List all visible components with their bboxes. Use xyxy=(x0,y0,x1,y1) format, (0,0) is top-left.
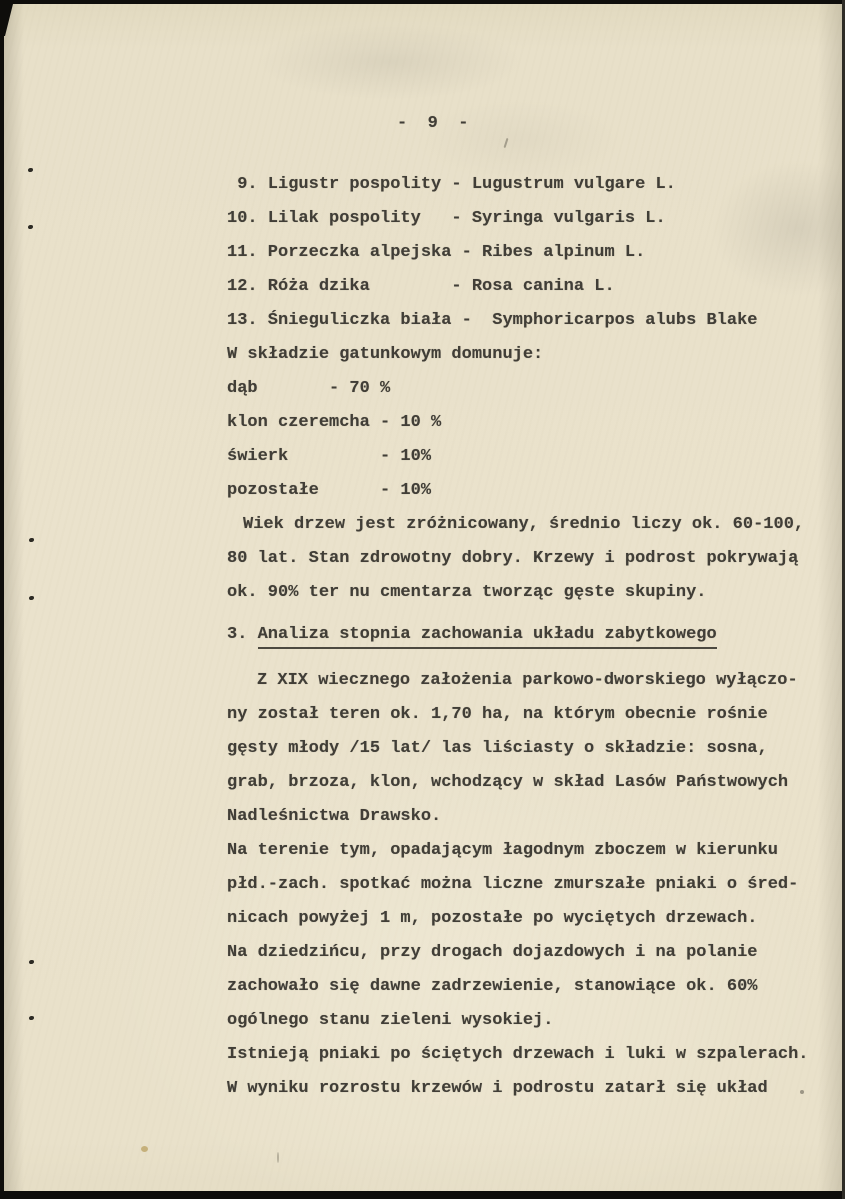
text-line: 13. Śnieguliczka biała - Symphoricarpos alubs Blake xyxy=(227,311,758,330)
margin-dot xyxy=(29,538,34,542)
text-line: 12. Róża dzika - Rosa canina L. xyxy=(227,277,615,296)
text-line: 80 lat. Stan zdrowotny dobry. Krzewy i podrost pokrywają xyxy=(227,549,799,568)
text-line: ny został teren ok. 1,70 ha, na którym obecnie rośnie xyxy=(227,705,768,724)
text-line: Wiek drzew jest zróżnicowany, średnio liczy ok. 60-100, xyxy=(243,515,805,534)
text-line: nicach powyżej 1 m, pozostałe po wyciętych drzewach. xyxy=(227,909,758,928)
paper-speck xyxy=(141,1146,148,1152)
scan-edge-top xyxy=(0,0,845,4)
text-line: świerk - 10% xyxy=(227,447,432,466)
margin-dot xyxy=(29,1016,34,1020)
text-line: ogólnego stanu zieleni wysokiej. xyxy=(227,1011,554,1030)
text-line: Istnieją pniaki po ściętych drzewach i luki w szpalerach. xyxy=(227,1045,809,1064)
scan-edge-bottom xyxy=(0,1191,845,1199)
text-line: Nadleśnictwa Drawsko. xyxy=(227,807,442,826)
text-line: pozostałe - 10% xyxy=(227,481,432,500)
text-line: grab, brzoza, klon, wchodzący w skład Lasów Państwowych xyxy=(227,773,789,792)
margin-dot xyxy=(29,960,34,964)
margin-dot xyxy=(29,596,34,600)
text-line: 11. Porzeczka alpejska - Ribes alpinum L. xyxy=(227,243,646,262)
text-line: Na dziedzińcu, przy drogach dojazdowych i na polanie xyxy=(227,943,758,962)
left-scan-shadow xyxy=(4,0,24,1199)
text-line: klon czeremcha - 10 % xyxy=(227,413,442,432)
text-line: płd.-zach. spotkać można liczne zmurszałe pniaki o śred- xyxy=(227,875,799,894)
page-number: - 9 - xyxy=(397,114,469,133)
text-line: dąb - 70 % xyxy=(227,379,391,398)
document-text xyxy=(227,168,809,1106)
text-line: Z XIX wiecznego założenia parkowo-dworskiego wyłączo- xyxy=(257,671,798,690)
faint-slash-mark xyxy=(504,138,509,148)
text-line: 10. Lilak pospolity - Syringa vulgaris L. xyxy=(227,209,666,228)
section-heading: 3. Analiza stopnia zachowania układu zabytkowego xyxy=(227,618,809,652)
text-line: ok. 90% ter nu cmentarza tworząc gęste skupiny. xyxy=(227,583,707,602)
text-line: 9. Ligustr pospolity - Lugustrum vulgare L. xyxy=(227,175,676,194)
text-line: zachowało się dawne zadrzewienie, stanowiące ok. 60% xyxy=(227,977,758,996)
paper-speck xyxy=(800,1090,804,1094)
text-line: W składzie gatunkowym domunuje: xyxy=(227,345,544,364)
margin-dot xyxy=(28,168,33,172)
text-line: gęsty młody /15 lat/ las liściasty o składzie: sosna, xyxy=(227,739,768,758)
text-line: Na terenie tym, opadającym łagodnym zboczem w kierunku xyxy=(227,841,778,860)
paper-speck xyxy=(277,1152,279,1163)
margin-dot xyxy=(28,225,33,229)
scan-edge-left xyxy=(0,0,4,1199)
right-scan-shadow xyxy=(818,0,842,1199)
text-line: W wyniku rozrostu krzewów i podrostu zatarł się układ xyxy=(227,1079,768,1098)
